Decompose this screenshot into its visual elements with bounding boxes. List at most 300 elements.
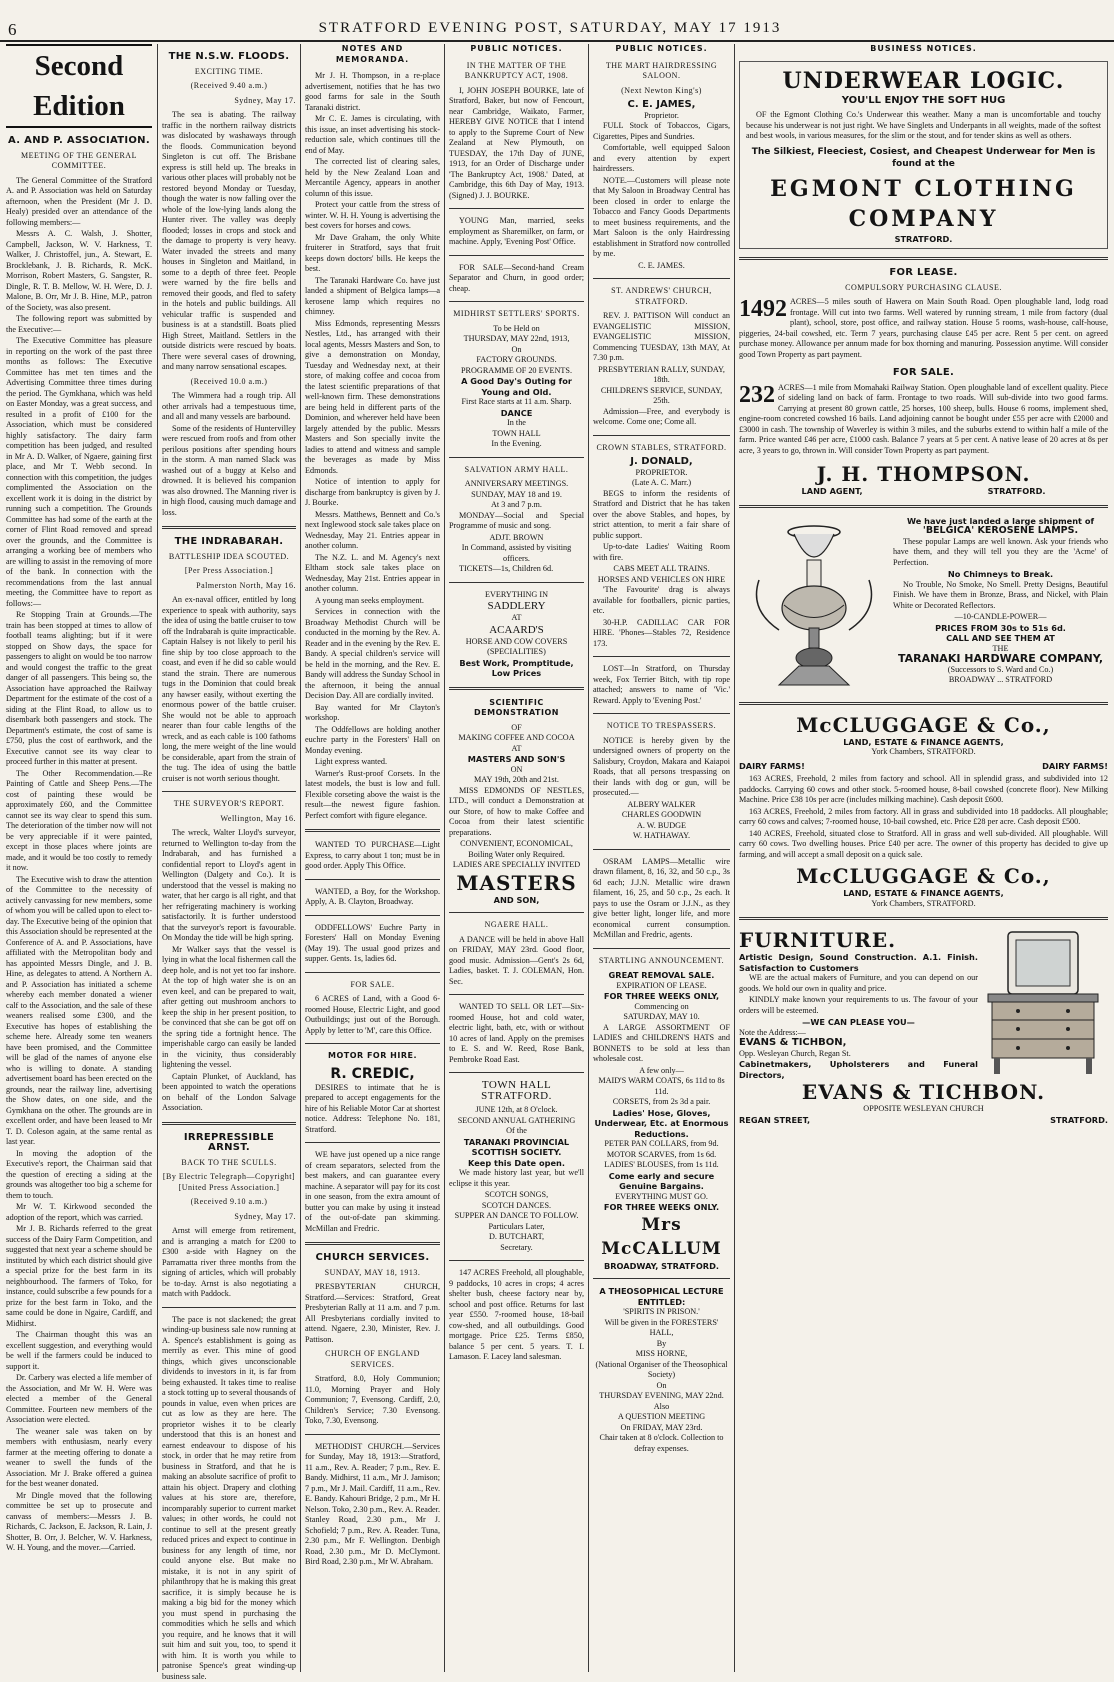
sale-acres: 232 bbox=[739, 383, 775, 407]
removal-line: FOR THREE WEEKS ONLY. bbox=[593, 1202, 730, 1213]
furniture-text bbox=[739, 928, 978, 1080]
owner-name: A. W. BUDGE bbox=[593, 821, 730, 832]
salon-title: THE MART HAIRDRESSING SALOON. bbox=[593, 61, 730, 82]
lecture-line: MISS HORNE, bbox=[593, 1349, 730, 1360]
thompson-town: STRATFORD. bbox=[988, 486, 1046, 497]
mccallum-name: Mrs McCALLUM bbox=[593, 1213, 730, 1261]
masters-name: MASTERS bbox=[449, 871, 584, 895]
evans-town: STRATFORD. bbox=[1050, 1115, 1108, 1126]
lamp-line: BROADWAY ... STRATFORD bbox=[893, 675, 1108, 686]
church-title: CHURCH SERVICES. bbox=[305, 1253, 440, 1264]
column-2 bbox=[162, 44, 296, 1672]
lecture-line: On FRIDAY, MAY 23rd. bbox=[593, 1423, 730, 1434]
divider bbox=[593, 435, 730, 436]
salon-sub: (Next Newton King's) bbox=[593, 86, 730, 97]
article-body bbox=[6, 176, 152, 1554]
thompson-name: J. H. THOMPSON. bbox=[739, 462, 1108, 486]
subheading: THE SURVEYOR'S REPORT. bbox=[162, 799, 296, 810]
edition-title: Second Edition bbox=[6, 44, 152, 128]
subheading: BACK TO THE SCULLS. bbox=[162, 1158, 296, 1169]
divider bbox=[305, 1242, 440, 1245]
sports-title: MIDHIRST SETTLERS' SPORTS. bbox=[449, 309, 584, 320]
divider bbox=[593, 849, 730, 850]
salon-line: FULL Stock of Tobaccos, Cigars, Cigarettes, Pipes and Sundries. bbox=[593, 121, 730, 142]
divider bbox=[449, 457, 584, 458]
thompson-role-row bbox=[739, 486, 1108, 497]
paragraph: Messrs A. C. Walsh, J. Shotter, Campbell, Jackson, W. V. Harkness, T. Walker, J. Christoffel, jun., A. Stewart, E. Brocklebank, J. B. Richards, R. McK. Morrison, Robert Masters, G. Sangster, R. Dingle, R. T. B. Mellow, W. H. Were, D. J. Malone, B. Orr, Mr J. B. Hine, M.P., patron of the Society, was also present. bbox=[6, 229, 152, 313]
lecture-line: A THEOSOPHICAL LECTURE ENTITLED: bbox=[593, 1286, 730, 1307]
paragraph: Arnst will emerge from retirement, and is arranging a match for £200 to £300 a-side with Hagney on the Parramatta river three months from the signing of articles, which will probably be to-day. Arnst is also negotiating a match with Paddock. bbox=[162, 1226, 296, 1300]
townhall-line: SUPPER AN DANCE TO FOLLOW. bbox=[449, 1211, 584, 1222]
lease-text: ACRES—5 miles south of Hawera on Main South Road. Open ploughable land, lodg road frontage. Will cut into two farms. Well watered by running stream, 1 mile from factory (dual plant), school, store, post office, and railway station. House 5 rooms, wash-house, calf-house, piggeries, 24-bail cowshed, etc. Term 7 years, purchasing clause £45 per acre. Rent 5 per cent. on agreed purchase money. Allowance per annum made for box thorning and manuring. Possession anytime. Will consider good Town Property as part payment. bbox=[739, 297, 1108, 359]
furniture-line: EVANS & TICHBON, bbox=[739, 1038, 978, 1049]
divider bbox=[449, 301, 584, 302]
furniture-line: —WE CAN PLEASE YOU— bbox=[739, 1017, 978, 1028]
church-line: PRESBYTERIAN RALLY, SUNDAY, 18th. bbox=[593, 365, 730, 386]
mccluggage-sub: LAND, ESTATE & FINANCE AGENTS, bbox=[739, 888, 1108, 899]
townhall-line: Secretary. bbox=[449, 1243, 584, 1254]
church-line: Admission—Free, and everybody is welcome. Come one; Come all. bbox=[593, 407, 730, 428]
lecture-line: Also bbox=[593, 1402, 730, 1413]
divider bbox=[162, 526, 296, 529]
removal-line: Come early and secure Genuine Bargains. bbox=[593, 1171, 730, 1192]
note-paragraph: Protect your cattle from the stress of winter. W. H. H. Young is advertising the best covers for horses and cows. bbox=[305, 200, 440, 232]
sports-line: In the bbox=[449, 418, 584, 429]
note-paragraph: Warner's Rust-proof Corsets. In the latest models, the bust is low and full. Flexible corseting above the waist is the result—the newest figure fashion. Perfect comfort with figure elegance. bbox=[305, 769, 440, 822]
classified-ad: WANTED, a Boy, for the Workshop. Apply, A. B. Clayton, Broadway. bbox=[305, 887, 440, 908]
owner-name: W. HATHAWAY. bbox=[593, 831, 730, 842]
dateline: Sydney, May 17. bbox=[162, 1212, 296, 1223]
furniture-line: WE are the actual makers of Furniture, and you can depend on our goods. We hold our own in quality and price. bbox=[739, 973, 978, 994]
lease-sub: COMPULSORY PURCHASING CLAUSE. bbox=[739, 283, 1108, 294]
column-6 bbox=[739, 44, 1108, 1672]
townhall-title: TOWN HALL STRATFORD. bbox=[449, 1080, 584, 1101]
source-line: [By Electric Telegraph—Copyright] [United Press Association.] bbox=[162, 1172, 296, 1193]
church-notice: Stratford, 8.0, Holy Communion; 11.0, Morning Prayer and Holy Communion; 7, Evensong. Cardiff, 2.0, Children's Service; 7.30 Evensong. Toko, 7.30, Evensong. bbox=[305, 1374, 440, 1427]
divider bbox=[449, 687, 584, 690]
removal-line: MAID'S WARM COATS, 6s 11d to 8s 11d. bbox=[593, 1076, 730, 1097]
classified-ad: DESIRES to intimate that he is prepared to accept engagements for the hire of his Reliable Motor Car at shortest notice. Address: Telephone No. 181, Stratford. bbox=[305, 1083, 440, 1136]
note-paragraph: Mr C. E. James is circulating, with this issue, an inset advertising his stock-reduction sale, which continues till the end of May. bbox=[305, 114, 440, 156]
mccluggage-addr: York Chambers, STRATFORD. bbox=[739, 747, 1108, 758]
section-title: PUBLIC NOTICES. bbox=[593, 44, 730, 55]
note-paragraph: Services in connection with the Broadway Methodist Church will be conducted in the morning by the Rev. A. Reader and in the evening by the Rev. E. Bandy. A special children's service will be held in the morning, and the Rev. E. Bandy will address the Sunday School in the afternoon, it being the annual Decision Day. All are cordially invited. bbox=[305, 607, 440, 702]
notice-text: A DANCE will be held in above Hall on FRIDAY, MAY 23rd. Good floor, good music. Admission—Gent's 2s 6d, Ladies, basket. T. J. COLEMAN, Hon. Sec. bbox=[449, 935, 584, 988]
demo-title: SCIENTIFIC DEMONSTRATION bbox=[449, 698, 584, 719]
stables-role: PROPRIETOR. bbox=[593, 468, 730, 479]
divider bbox=[739, 505, 1108, 508]
lamp-line: (Successors to S. Ward and Co.) bbox=[893, 665, 1108, 676]
lamp-line: These popular Lamps are well known. Ask your friends who have them, and they will tell you they are the 'Acme' of Perfection. bbox=[893, 537, 1108, 569]
lamp-line: We have just landed a large shipment of bbox=[893, 516, 1108, 527]
section-title: THE N.S.W. FLOODS. bbox=[162, 52, 296, 63]
divider bbox=[305, 1142, 440, 1143]
classified-ad: ODDFELLOWS' Euchre Party in Foresters' Hall on Monday Evening (May 19). The usual good prizes and supper. Gents. 1s, ladies 6d. bbox=[305, 923, 440, 965]
lecture-line: On bbox=[593, 1381, 730, 1392]
dairy-farms-label: DAIRY FARMS! bbox=[1042, 761, 1108, 772]
lecture-line: Chair taken at 8 o'clock. Collection to defray expenses. bbox=[593, 1433, 730, 1454]
divider bbox=[593, 278, 730, 279]
for-sale-title: FOR SALE. bbox=[305, 980, 440, 991]
church-title: CHURCH OF ENGLAND SERVICES. bbox=[305, 1349, 440, 1370]
sports-line: TOWN HALL bbox=[449, 429, 584, 440]
church-line: REV. J. PATTISON Will conduct an EVANGELISTIC MISSION, EVANGELISTIC MISSION, Commencing TUESDAY, 13th MAY, At 7.30 p.m. bbox=[593, 311, 730, 364]
salvation-line: ANNIVERSARY MEETINGS. bbox=[449, 479, 584, 490]
divider bbox=[305, 972, 440, 973]
page-header bbox=[0, 0, 1114, 42]
lecture-line: By bbox=[593, 1339, 730, 1350]
saddlery-line: SADDLERY bbox=[449, 600, 584, 613]
article-heading: IRREPRESSIBLE ARNST. bbox=[162, 1133, 296, 1154]
notice-text: YOUNG Man, married, seeks employment as Sharemilker, on farm, or machine. Apply, 'Evening Post' Office. bbox=[449, 216, 584, 248]
sports-line: THURSDAY, MAY 22nd, 1913, bbox=[449, 334, 584, 345]
mccluggage-name: McCLUGGAGE & Co., bbox=[739, 864, 1108, 888]
farm-listing: 163 ACRES, Freehold, 2 miles from factory and school. All in splendid grass, and subdivided into 12 paddocks. Carrying 60 cows and other stock. 5-roomed house, 8-bail cowshed (concrete floor). New Milking Machine. Price £38 10s per acre (includes milking machine). Cash deposit £600. bbox=[739, 774, 1108, 806]
egmont-name: EGMONT CLOTHING COMPANY bbox=[746, 174, 1101, 234]
thompson-role: LAND AGENT, bbox=[802, 486, 863, 497]
note-paragraph: Mr Dave Graham, the only White fruiterer in Stratford, says that fruit keeps down doctors' bills. He keeps the best. bbox=[305, 233, 440, 275]
divider bbox=[449, 1260, 584, 1261]
dressing-table-icon bbox=[978, 928, 1108, 1078]
notice-text: NOTICE is hereby given by the undersigned owners of property on the Salisbury, Croydon, Makara and Kaiapoi Roads, that all persons trespassing on their lands with dog or gun, will be prosecuted.— bbox=[593, 736, 730, 799]
received-line: (Received 9.10 a.m.) bbox=[162, 1197, 296, 1208]
townhall-line: TARANAKI PROVINCIAL SCOTTISH SOCIETY. bbox=[449, 1137, 584, 1158]
stables-line: CABS MEET ALL TRAINS. bbox=[593, 564, 730, 575]
sports-line: In the Evening. bbox=[449, 439, 584, 450]
lecture-line: (National Organiser of the Theosophical Society) bbox=[593, 1360, 730, 1381]
divider bbox=[305, 915, 440, 916]
divider bbox=[449, 994, 584, 995]
section-title: NOTES AND MEMORANDA. bbox=[305, 44, 440, 65]
divider bbox=[593, 1278, 730, 1279]
classified-ad: WANTED TO PURCHASE—Light Express, to carry about 1 ton; must be in good order. Apply This Office. bbox=[305, 840, 440, 872]
mccluggage-name: McCLUGGAGE & Co., bbox=[739, 713, 1108, 737]
note-paragraph: The Oddfellows are holding another euchre party in the Foresters' Hall on Monday evening. bbox=[305, 725, 440, 757]
divider bbox=[739, 702, 1108, 705]
note-paragraph: Light express wanted. bbox=[305, 757, 440, 768]
article-subheading: MEETING OF THE GENERAL COMMITTEE. bbox=[6, 151, 152, 172]
sports-line: PROGRAMME OF 20 EVENTS. bbox=[449, 366, 584, 377]
note-paragraph: A young man seeks employment. bbox=[305, 596, 440, 607]
divider bbox=[162, 1122, 296, 1125]
sports-line: A Good Day's Outing for Young and Old. bbox=[449, 376, 584, 397]
page-number: 6 bbox=[8, 20, 17, 40]
townhall-line: Of the bbox=[449, 1126, 584, 1137]
sports-line: FACTORY GROUNDS. bbox=[449, 355, 584, 366]
notice-text: I, JOHN JOSEPH BOURKE, late of Stratford, Baker, but now of Fencourt, near Cambridge, Waikato, Farmer, HEREBY GIVE NOTICE that I intend to apply to the Supreme Court of New Zealand at New Plymouth, on TUESDAY, the 17th Day of JUNE, 1913, for an Order of Discharge under 'The Bankruptcy Act, 1908.' Dated, at Cambridge, this 6th Day of May, 1913. (Signed) J. J. BOURKE. bbox=[449, 86, 584, 202]
dateline: Wellington, May 16. bbox=[162, 814, 296, 825]
stables-line: HORSES AND VEHICLES ON HIRE bbox=[593, 575, 730, 586]
removal-line: GREAT REMOVAL SALE. bbox=[593, 970, 730, 981]
lamp-line: 'BELGICA' KEROSENE LAMPS. bbox=[893, 526, 1108, 537]
column-5 bbox=[593, 44, 730, 1672]
column-4 bbox=[449, 44, 584, 1672]
owner-name: CHARLES GOODWIN bbox=[593, 810, 730, 821]
stables-line: 30-H.P. CADILLAC CAR FOR HIRE. 'Phones—Stables 72, Residence 173. bbox=[593, 618, 730, 650]
mccluggage-addr: York Chambers, STRATFORD. bbox=[739, 899, 1108, 910]
received-line: (Received 9.40 a.m.) bbox=[162, 81, 296, 92]
notice-text: OSRAM LAMPS—Metallic wire drawn filament, 8, 16, 32, and 50 c.p., 3s 6d each; J.J.N. Metallic wire drawn filament, 16, 25, and 50 c.p., 2s each. It pays to use the Osram or J.J.N., as they give better light, longer life, and more economical current consumption. McMillan and Fredric, agents. bbox=[593, 857, 730, 941]
lecture-line: 'SPIRITS IN PRISON.' bbox=[593, 1307, 730, 1318]
salvation-line: TICKETS—1s, Children 6d. bbox=[449, 564, 584, 575]
paragraph: The Chairman thought this was an excellent suggestion, and everything would be well if the farmers could be induced to support it. bbox=[6, 1330, 152, 1372]
salvation-line: ADJT. BROWN bbox=[449, 533, 584, 544]
owner-name: ALBERY WALKER bbox=[593, 800, 730, 811]
salon-role: Proprietor. bbox=[593, 111, 730, 122]
lamp-illustration-icon bbox=[739, 520, 889, 690]
note-paragraph: Miss Edmonds, representing Messrs Nestles, Ltd., has arranged with their local agents, Messrs Masters and Son, to give a demonstration on Monday, Tuesday and Wednesday next, at their store, of making coffee and cocoa from the latest scientific preparations of that well-known firm. These demonstrations are being held in different parts of the Dominion, and wherever held have been largely attended by the public. Messrs Masters and Son specially invite the ladies to attend and witness and sample the beverages as made by Miss Edmonds. bbox=[305, 319, 440, 477]
dairy-farms-label: DAIRY FARMS! bbox=[739, 761, 805, 772]
section-title: PUBLIC NOTICES. bbox=[449, 44, 584, 55]
paragraph: The following report was submitted by the Executive:— bbox=[6, 314, 152, 335]
notice-title: IN THE MATTER OF THE BANKRUPTCY ACT, 1908. bbox=[449, 61, 584, 82]
classified-ad: WE have just opened up a nice range of cream separators, selected from the best makers, and can guarantee every machine. A separator will pay for its cost in one season, from the extra amount of butter you can make by using it instead of the out-of-date pan skimming. McMillan and Fredric. bbox=[305, 1150, 440, 1234]
lamp-line: TARANAKI HARDWARE COMPANY, bbox=[893, 654, 1108, 665]
salon-line: Comfortable, well equipped Saloon and every attention by expert hairdressers. bbox=[593, 143, 730, 175]
removal-line: EVERYTHING MUST GO. bbox=[593, 1192, 730, 1203]
paragraph: Mr Walker says that the vessel is lying in what the local fishermen call the deep hole, and is not yet too far inshore. At the top of high water she is on an even keel, and can be prepared to wait, after getting out mushroom anchors to keep the ship in her present position, to be convinced that she can be got off on the spring tide a fortnight hence. The imperishable cargo can easily be landed in the vicinity, thus considerably lightening the vessel. bbox=[162, 945, 296, 1071]
removal-line: PETER PAN COLLARS, from 9d. bbox=[593, 1139, 730, 1150]
removal-line: MOTOR SCARVES, from 1s 6d. bbox=[593, 1150, 730, 1161]
church-notice: PRESBYTERIAN CHURCH, Stratford.—Services: Stratford, Great Presbyterian Rally at 11 a.m. and 7 p.m. All Presbyterians cordially invited to attend. Ngaere, 2.30, Minister, Rev. J. Pattison. bbox=[305, 1282, 440, 1345]
column-1 bbox=[6, 44, 152, 1672]
demo-line: MASTERS AND SON'S bbox=[449, 754, 584, 765]
lamp-advert bbox=[739, 516, 1108, 694]
mccluggage-sub: LAND, ESTATE & FINANCE AGENTS, bbox=[739, 737, 1108, 748]
removal-line: Ladies' Hose, Gloves, Underwear, Etc. at Enormous Reductions. bbox=[593, 1108, 730, 1140]
demo-line: MISS EDMONDS OF NESTLES, LTD., will conduct a Demonstration at our Store, of how to make Coffee and Cocoa from their latest scientific preparations. bbox=[449, 786, 584, 839]
divider bbox=[593, 656, 730, 657]
lease-title: FOR LEASE. bbox=[739, 268, 1108, 279]
saddlery-line: HORSE AND COW COVERS bbox=[449, 637, 584, 648]
article-heading: THE INDRABARAH. bbox=[162, 537, 296, 548]
removal-line: Commencing on bbox=[593, 1002, 730, 1013]
notice-text: 147 ACRES Freehold, all ploughable, 9 paddocks, 10 acres in crops; 4 acres shelter bush, cheese factory near by, school and post office. Returns for last year £550. 7-roomed house, 18-bail cow-shed, and all outbuildings. Good mortgage. Price £25. Terms £850, balance 5 per cent. 5 years. T. I. Lamason. F. Lacey land salesman. bbox=[449, 1268, 584, 1363]
salon-name: C. E. JAMES, bbox=[593, 100, 730, 111]
egmont-headline: UNDERWEAR LOGIC. bbox=[746, 66, 1101, 96]
townhall-line: We made history last year, but we'll eclipse it this year. bbox=[449, 1168, 584, 1189]
saddlery-line: (SPECIALITIES) bbox=[449, 647, 584, 658]
lamp-line: PRICES FROM 30s to 51s 6d. bbox=[893, 623, 1108, 634]
paragraph: Mr J. B. Richards referred to the great success of the Dairy Farm Competition, and suggested that next year a scheme should be instituted by which each district should give a special prize for the best farm in its neighbourhood. The farmers of Toko, for instance, could subscribe a few pounds for a prize for the best farm in Toko, and the same could be done in Ngaire, Cardiff, and Midhirst. bbox=[6, 1224, 152, 1329]
sale-text: ACRES—1 mile from Momahaki Railway Station. Open ploughable land of excellent quality. Piece of sideling land on back of farm. Frontage to two roads. Will sub-divide into two good farms. Carrying at present 80 grown cattle, 25 horses, 100 sheep, bulls. House 6 rooms, implement shed, engine-room concreted cowshed 16 bails. Land adjoining cannot be bought under £55 per acre with £2000 and £3000 in cash. The township of Waverley is within 3 miles, and the suburbs extend to within half a mile of the farm. Price wanted £46 per acre, £1000 cash. Balance 7 years at 5 per cent. A native lease of 20 acres at 8s per acre, 3 years to go, thrown in. Will consider Town Property as part payment. bbox=[739, 383, 1108, 455]
note-paragraph: The N.Z. L. and M. Agency's next Eltham stock sale takes place on Wednesday, May 21st. Entries appear in another column. bbox=[305, 553, 440, 595]
paragraph: The General Committee of the Stratford A. and P. Association was held on Saturday afternoon, when the President (Mr J. D. Healy) presided over an attendance of the following members:— bbox=[6, 176, 152, 229]
saddlery-line: ACAARD'S bbox=[449, 624, 584, 637]
divider bbox=[162, 1307, 296, 1308]
divider bbox=[593, 713, 730, 714]
demo-line: CONVENIENT, ECONOMICAL, Boiling Water only Required. bbox=[449, 839, 584, 860]
townhall-line: SCOTCH SONGS, bbox=[449, 1190, 584, 1201]
ngaere-title: NGAERE HALL. bbox=[449, 920, 584, 931]
dateline: Palmerston North, May 16. bbox=[162, 581, 296, 592]
trespass-title: NOTICE TO TRESPASSERS. bbox=[593, 721, 730, 732]
salvation-title: SALVATION ARMY HALL. bbox=[449, 465, 584, 476]
townhall-line: Particulars Later, bbox=[449, 1222, 584, 1233]
paragraph: Captain Plunket, of Auckland, has been appointed to watch the operations on behalf of the London Salvage Association. bbox=[162, 1072, 296, 1114]
notice-text: WANTED TO SELL OR LET—Six-roomed House, hot and cold water, electric light, bath, etc, with or without 10 acres of land. Apply on the premises to E. S. and W. Reed, Rose Bank, Pembroke Road East. bbox=[449, 1002, 584, 1065]
church-notice: METHODIST CHURCH.—Services for Sunday, May 18, 1913:—Stratford, 11 a.m., Rev. A. Reader; 7 p.m., Rev. E. Bandy. Midhirst, 11 a.m., Mr J. Jamison; 7 p.m., Mr J. Mail. Cardiff, 11 a.m., Rev. E. Bandy. Kahouri Bridge, 2 p.m., Mr H. Nelson. Toko, 2.30 p.m., Rev. A. Reader. Stanley Road, 2.30 p.m., Mr J. Schofield; 7 p.m., Rev. A. Reader. Tuna, 2.30 p.m., Mr F. Wellington. Denbigh Road, 2.30 p.m., Mr D. McClymont. Bird Road, 2.30 p.m., Mr W. Abraham. bbox=[305, 1442, 440, 1568]
stables-line: (Late A. C. Marr.) bbox=[593, 478, 730, 489]
paragraph: Mr W. T. Kirkwood seconded the adoption of the report, which was carried. bbox=[6, 1202, 152, 1223]
townhall-line: SCOTCH DANCES. bbox=[449, 1201, 584, 1212]
note-paragraph: The corrected list of clearing sales, held by the New Zealand Loan and Mercantile Agency, appears in another column of this issue. bbox=[305, 157, 440, 199]
furniture-line: Artistic Design, Sound Construction. A.1. Finish. Satisfaction to Customers bbox=[739, 952, 978, 973]
demo-line: LADIES ARE SPECIALLY INVITED bbox=[449, 860, 584, 871]
townhall-line: D. BUTCHART, bbox=[449, 1232, 584, 1243]
note-paragraph: Bay wanted for Mr Clayton's workshop. bbox=[305, 703, 440, 724]
removal-line: CORSETS, from 2s 3d a pair. bbox=[593, 1097, 730, 1108]
farm-listing: 163 ACRES, Freehold, 2 miles from factory. All in grass and subdivided into 18 paddocks. All ploughable; carry 60 cows and calves; 7-roomed house, 10-bail cowshed, etc. Price £28 per acre. Cash deposit £500. bbox=[739, 807, 1108, 828]
masters-sub: AND SON, bbox=[449, 895, 584, 906]
demo-line: AT bbox=[449, 744, 584, 755]
furniture-line: Cabinetmakers, Upholsterers and Funeral Directors, bbox=[739, 1059, 978, 1080]
divider bbox=[305, 1434, 440, 1435]
church-date: SUNDAY, MAY 18, 1913. bbox=[305, 1268, 440, 1279]
lease-acres: 1492 bbox=[739, 297, 787, 321]
received-line: (Received 10.0 a.m.) bbox=[162, 377, 296, 388]
salvation-line: MONDAY—Social and Special Programme of music and song. bbox=[449, 511, 584, 532]
salon-line: NOTE.—Customers will please note that My Saloon in Broadway Central has been closed in order to enlarge the Tobacco and Fancy Goods Departments to meet business requirements, and the Mart Saloon is the only Hairdressing establishment in Stratford now controlled by me. bbox=[593, 176, 730, 260]
divider bbox=[449, 1072, 584, 1073]
removal-line: LADIES' BLOUSES, from 1s 11d. bbox=[593, 1160, 730, 1171]
paragraph: Mr Dingle moved that the following committee be set up to prosecute and canvass of members:—Messrs J. B. Richards, C. Jackson, E. Jackson, R. Lain, J. Shotter, B. Orr, J. Belcher, W. V. Harkness, W. H. Young, and the mover.—Carried. bbox=[6, 1491, 152, 1554]
masthead: STRATFORD EVENING POST, SATURDAY, MAY 17 1913 bbox=[200, 20, 900, 37]
townhall-line: JUNE 12th, at 8 O'clock. bbox=[449, 1105, 584, 1116]
stables-line: BEGS to inform the residents of Stratford and District that he has taken over the above Stables, and hopes, by strict attention, to merit a fair share of public support. bbox=[593, 489, 730, 542]
sports-line: To be Held on bbox=[449, 324, 584, 335]
townhall-line: Keep this Date open. bbox=[449, 1158, 584, 1169]
paragraph: Some of the residents of Huntervilley were rescued from roofs and from other perilous positions after spending hours in the storm. A man named Slack was washed out of a buggy at Kelso and drowned. It is believed his companion was also drowned. The Manning river is in high flood, causing much damage and loss. bbox=[162, 424, 296, 519]
furniture-title: FURNITURE. bbox=[739, 928, 978, 952]
salon-line: C. E. JAMES. bbox=[593, 261, 730, 272]
source-line: [Per Press Association.] bbox=[162, 566, 296, 577]
removal-line: A LARGE ASSORTMENT OF LADIES and CHILDREN'S HATS and BONNETS to be sold at less than wholesale cost. bbox=[593, 1023, 730, 1065]
furniture-line: Opp. Wesleyan Church, Regan St. bbox=[739, 1049, 978, 1060]
egmont-claim: The Silkiest, Fleeciest, Cosiest, and Cheapest Underwear for Men is found at the bbox=[746, 146, 1101, 170]
saddlery-line: EVERYTHING IN bbox=[449, 590, 584, 601]
evans-opposite: OPPOSITE WESLEYAN CHURCH bbox=[739, 1104, 1108, 1115]
stables-line: Up-to-date Ladies' Waiting Room with fire. bbox=[593, 542, 730, 563]
demo-line: OF bbox=[449, 723, 584, 734]
lamp-text bbox=[889, 516, 1108, 694]
notice-text: LOST—In Stratford, on Thursday week, Fox Terrier Bitch, with tip rope attached; answers to name of 'Vic.' Reward. Apply to 'Evening Post.' bbox=[593, 664, 730, 706]
removal-line: A few only— bbox=[593, 1066, 730, 1077]
removal-line: SATURDAY, MAY 10. bbox=[593, 1012, 730, 1023]
paragraph: The sea is abating. The railway traffic in the northern railway districts was dislocated by washaways through the floods. Communication beyond Singleton is cut off. The Brisbane express is still held up. The breaks in various other places will probably not be restored beyond Monday or Tuesday, though the water is now falling over the whole of the low-lying lands along the Hunter river. The valley was deeply flooded; losses in crops and stock and the damage to property is very heavy. Water invaded the streets and many houses in Singleton and Maitland, in some to a depth of three feet. People were warned by the fire bells and removed their goods, and fled to safety in the hotels and public buildings. All vehicular traffic is suspended and business is at a standstill. Boats plied High Street, Maitland. Settlers in the outside districts were rescued by boats. There were several cases of drowning, and many narrow sensational escapes. bbox=[162, 110, 296, 373]
lecture-line: Will be given in the FORESTERS' HALL, bbox=[593, 1318, 730, 1339]
divider bbox=[449, 208, 584, 209]
paragraph: The weaner sale was taken on by members with enthusiasm, nearly every farmer at the meeting offering to donate a weaner to swell the funds of the Association. Mr J. Brake offered a guinea for the best weaner donated. bbox=[6, 1427, 152, 1490]
demo-line: MAY 19th, 20th and 21st. bbox=[449, 775, 584, 786]
townhall-line: SECOND ANNUAL GATHERING bbox=[449, 1116, 584, 1127]
paragraph: The Executive wish to draw the attention of the Committee to the necessity of actively canvassing for new members, some of whom you will be called upon to elect to-day. The Executive being of the opinion that this Association should be represented at the Conference of A. and P. Associations, have affiliated with the Metropolitan body and has appointed Messrs Dingle, and J. B. Hine, as delegates to attend. A Northern A. and P. Association has initiated a scheme whereby each member donated a wiener calf to the Association, and the sale of these weaners realised some £300, and the Executive has hopes of establishing the scheme here. Already some ten weaners have been promised, and the Committee will be glad of the names of anyone else who is willing to donate. A standing advertisement board has been erected on the grounds, near the railway line, advertising the Show dates, on one side, and the Gymkhana on the other. The grounds are in excellent order, and have been leased to Mr T. D. Coleson again, at the same rental as last year. bbox=[6, 875, 152, 1148]
evans-street: REGAN STREET, bbox=[739, 1115, 810, 1126]
subheading: EXCITING TIME. bbox=[162, 67, 296, 78]
lecture-line: A QUESTION MEETING bbox=[593, 1412, 730, 1423]
demo-line: ON bbox=[449, 765, 584, 776]
paragraph: The Other Recommendation.—Re Painting of Cattle and Sheep Pens.—The cost of painting these would be approximately £60, and the Committee cannot see its way clear to spend this sum. The deterioration of the timber now will not be very appreciable if it were painted, except in those places where joints are made, and it would be too costly to remedy it now. bbox=[6, 769, 152, 874]
egmont-town: STRATFORD. bbox=[746, 234, 1101, 245]
column-3 bbox=[305, 44, 440, 1672]
stables-line: 'The Favourite' drag is always available for footballers, picnic parties, etc. bbox=[593, 585, 730, 617]
saddlery-line: Best Work, Promptitude, Low Prices bbox=[449, 658, 584, 679]
church-line: CHILDREN'S SERVICE, SUNDAY, 25th. bbox=[593, 386, 730, 407]
sports-line: First Race starts at 11 a.m. Sharp. bbox=[449, 397, 584, 408]
classified-ad: 6 ACRES of Land, with a Good 6-roomed House, Electric Light, and good Outbuildings; just out of the Borough. Apply by letter to 'M', care this Office. bbox=[305, 994, 440, 1036]
paragraph: An ex-naval officer, entitled by long experience to speak with authority, says the idea of using the battle cruiser to tow off the Indrabarah is quite impracticable. Captain Halsey is not likely to peril his fine ship by too close approach to the coast, and even if he did so cable would stand the strain. There are numerous tugs in the Dominion that could break any hawser easily, without exerting the enormous power of the battle cruiser. She would not be able to approach nearer than four cable lengths of the wreck, and as each cable is 100 fathoms long, the mere weight of the line would be considerable, apart from the strain of the tug. The idea of using the battle cruiser is not worth serious thought. bbox=[162, 595, 296, 784]
church-title: ST. ANDREWS' CHURCH, STRATFORD. bbox=[593, 286, 730, 307]
removal-title: STARTLING ANNOUNCEMENT. bbox=[593, 956, 730, 967]
divider bbox=[449, 582, 584, 583]
sports-line: DANCE bbox=[449, 408, 584, 419]
salvation-line: SUNDAY, MAY 18 and 19. bbox=[449, 490, 584, 501]
furniture-advert bbox=[739, 928, 1108, 1080]
lamp-line: No Trouble, No Smoke, No Smell. Pretty Designs, Beautiful Finish. We have them in Bronze, Brass, and Nickel, with Plain White or Decorated Reflectors. bbox=[893, 580, 1108, 612]
paragraph: The pace is not slackened; the great winding-up business sale now running at A. Spence's establishment is going as merrily as ever. This mine of good things, which gives unconscionable dividends to investors in it, is far from being exhausted. It takes time to realise a stock totting up to several thousands of pounds in value, even when prices are cut as low as they are here. The proprietor wishes it to be clearly understood that this is an honest and earnest endeavour to dispose of his stock, in order that he may retire from business in Stratford, and that he is making an absolute sacrifice of profit to attain his object. Drapery and clothing values at his store are, therefore, incomparably superior to current market values; in other words, he could not continue to sell at the present greatly reduced prices and expect to continue in business for any length of time, nor could anyone else. But make no mistake, it is not in any spirit of philanthropy that he is making this great sacrifice, it is simply because he is making a big bid for the money which you must spend in purchasing the commodities which he sells and which you require, and he knows that it will suit him and suit you, too, to spend it with him. It is worth you while to patronise Spence's great winding-up business sale. bbox=[162, 1315, 296, 1682]
motor-name: R. CREDIC, bbox=[305, 1066, 440, 1083]
sale-title: FOR SALE. bbox=[739, 368, 1108, 379]
egmont-text: OF the Egmont Clothing Co.'s Underwear this weather. Many a man is uncomfortable and touchy because his underwear is not just right. We have Singlets and Underpants in all weights, made of the softest and best wools, in various measures, for the slim or the stout, and for tender skins as well as others. bbox=[746, 110, 1101, 142]
divider bbox=[305, 1043, 440, 1044]
note-paragraph: Mr J. H. Thompson, in a re-place advertisement, notifies that he has two good farms for sale in the South Taranaki district. bbox=[305, 71, 440, 113]
divider bbox=[162, 791, 296, 792]
section-title: BUSINESS NOTICES. bbox=[739, 44, 1108, 55]
paragraph: The Executive Committee has pleasure in reporting on the work of the past three months as follows: The Executive Committee has met ten times and the Advertising Committee three times during the period. The Gymkhana, which was held on Easter Monday, was a great success, and resulted in a profit of £100 for the Association, which must be considered highly satisfactory. The dairy farm competition has been judged, and resulted in Mr A. D. Walker, of Ngaere, gaining first place, and Mr T. Webb second. In connection with this competition, the judges complimented the Association on the excellent work it is doing in the district by running such a competition. The Grounds Committee has had some of the earth at the corner of Flint Road removed and spread over the grounds, and the Committee is arranging a working bee of members who are willing to assist in the removing of more of the bank. In connection with the recommendations from the last annual meeting, the Committee have to report as follows:— bbox=[6, 336, 152, 609]
salvation-line: In Command, assisted by visiting officers. bbox=[449, 543, 584, 564]
dateline: Sydney, May 17. bbox=[162, 96, 296, 107]
lamp-line: THE bbox=[893, 644, 1108, 655]
removal-line: FOR THREE WEEKS ONLY, bbox=[593, 991, 730, 1002]
stables-title: CROWN STABLES, STRATFORD. bbox=[593, 443, 730, 454]
paragraph: In moving the adoption of the Executive's report, the Chairman said that the question of erecting a siding at the grounds was altogether too big a scheme for them to touch. bbox=[6, 1149, 152, 1202]
divider bbox=[593, 948, 730, 949]
evans-address-row bbox=[739, 1115, 1108, 1126]
furniture-line: KINDLY make known your requirements to us. The favour of your orders will be esteemed. bbox=[739, 995, 978, 1016]
divider bbox=[739, 917, 1108, 920]
sports-line: On bbox=[449, 345, 584, 356]
note-paragraph: Notice of intention to apply for discharge from bankruptcy is given by J. J. Bourke. bbox=[305, 477, 440, 509]
demo-line: MAKING COFFEE AND COCOA bbox=[449, 733, 584, 744]
note-paragraph: The Taranaki Hardware Co. have just landed a shipment of Belgica lamps—a kerosene lamp which requires no chimney. bbox=[305, 276, 440, 318]
divider bbox=[739, 257, 1108, 260]
lamp-line: CALL AND SEE THEM AT bbox=[893, 633, 1108, 644]
divider bbox=[305, 829, 440, 832]
salvation-line: At 3 and 7 p.m. bbox=[449, 500, 584, 511]
subheading: BATTLESHIP IDEA SCOUTED. bbox=[162, 552, 296, 563]
article-heading: A. AND P. ASSOCIATION. bbox=[6, 136, 152, 147]
farm-listing: 140 ACRES, Freehold, situated close to Stratford. All in grass and well sub-divided. All ploughable. Will carry 60 cows. Two dwelling houses. Price £40 per acre. The owner of this property has decided to give up farming, and will accept a small deposit on a quick sale. bbox=[739, 829, 1108, 861]
lamp-line: No Chimneys to Break. bbox=[893, 569, 1108, 580]
removal-line: EXPIRATION OF LEASE. bbox=[593, 981, 730, 992]
paragraph: The wreck, Walter Lloyd's surveyor, returned to Wellington to-day from the Indrabarah, and has furnished a confidential report to Lloyd's agent in Wellington (Dalgety and Co.). It is understood that the vessel is making no water, that her cargo is all right, and that her refrigerating machinery is working satisfactorily. It is further understood that the surveyor's report is favourable. On Monday the tide will be high spring. bbox=[162, 828, 296, 944]
saddlery-line: AT bbox=[449, 613, 584, 624]
lecture-line: THURSDAY EVENING, MAY 22nd. bbox=[593, 1391, 730, 1402]
notice-text: FOR SALE—Second-hand Cream Separator and Churn, in good order; cheap. bbox=[449, 263, 584, 295]
divider bbox=[305, 879, 440, 880]
paragraph: Re Stopping Train at Grounds.—The train has been stopped at times to allow of football teams alighting; but if it were stopped on Show days, the space for passengers to alight on would be too narrow and would congest the traffic to the great danger of all passengers. This being so, the Association have approached the Railway Department for the estimate of the cost of a siding at the Flint Road, to allow us to disembark both passengers and stock. The Department's estimate, the cost of same is £750, plus the cost of earthwork, and the Executive cannot see its way clear to proceed further in this matter at present. bbox=[6, 610, 152, 768]
furniture-line: Note the Address:— bbox=[739, 1028, 978, 1039]
paragraph: The Wimmera had a rough trip. All other arrivals had a tempestuous time, and all and many vessels are barbound. bbox=[162, 391, 296, 423]
lamp-line: —10-CANDLE-POWER— bbox=[893, 612, 1108, 623]
egmont-tagline: YOU'LL ENJOY THE SOFT HUG bbox=[746, 96, 1101, 107]
mccallum-sub: BROADWAY, STRATFORD. bbox=[593, 1261, 730, 1272]
note-paragraph: Messrs. Matthews, Bennett and Co.'s next Inglewood stock sale takes place on Wednesday, May 21. Entries appear in another column. bbox=[305, 510, 440, 552]
divider bbox=[449, 912, 584, 913]
dairy-farms-row bbox=[739, 761, 1108, 772]
motor-title: MOTOR FOR HIRE. bbox=[305, 1051, 440, 1062]
evans-name: EVANS & TICHBON. bbox=[739, 1080, 1108, 1104]
